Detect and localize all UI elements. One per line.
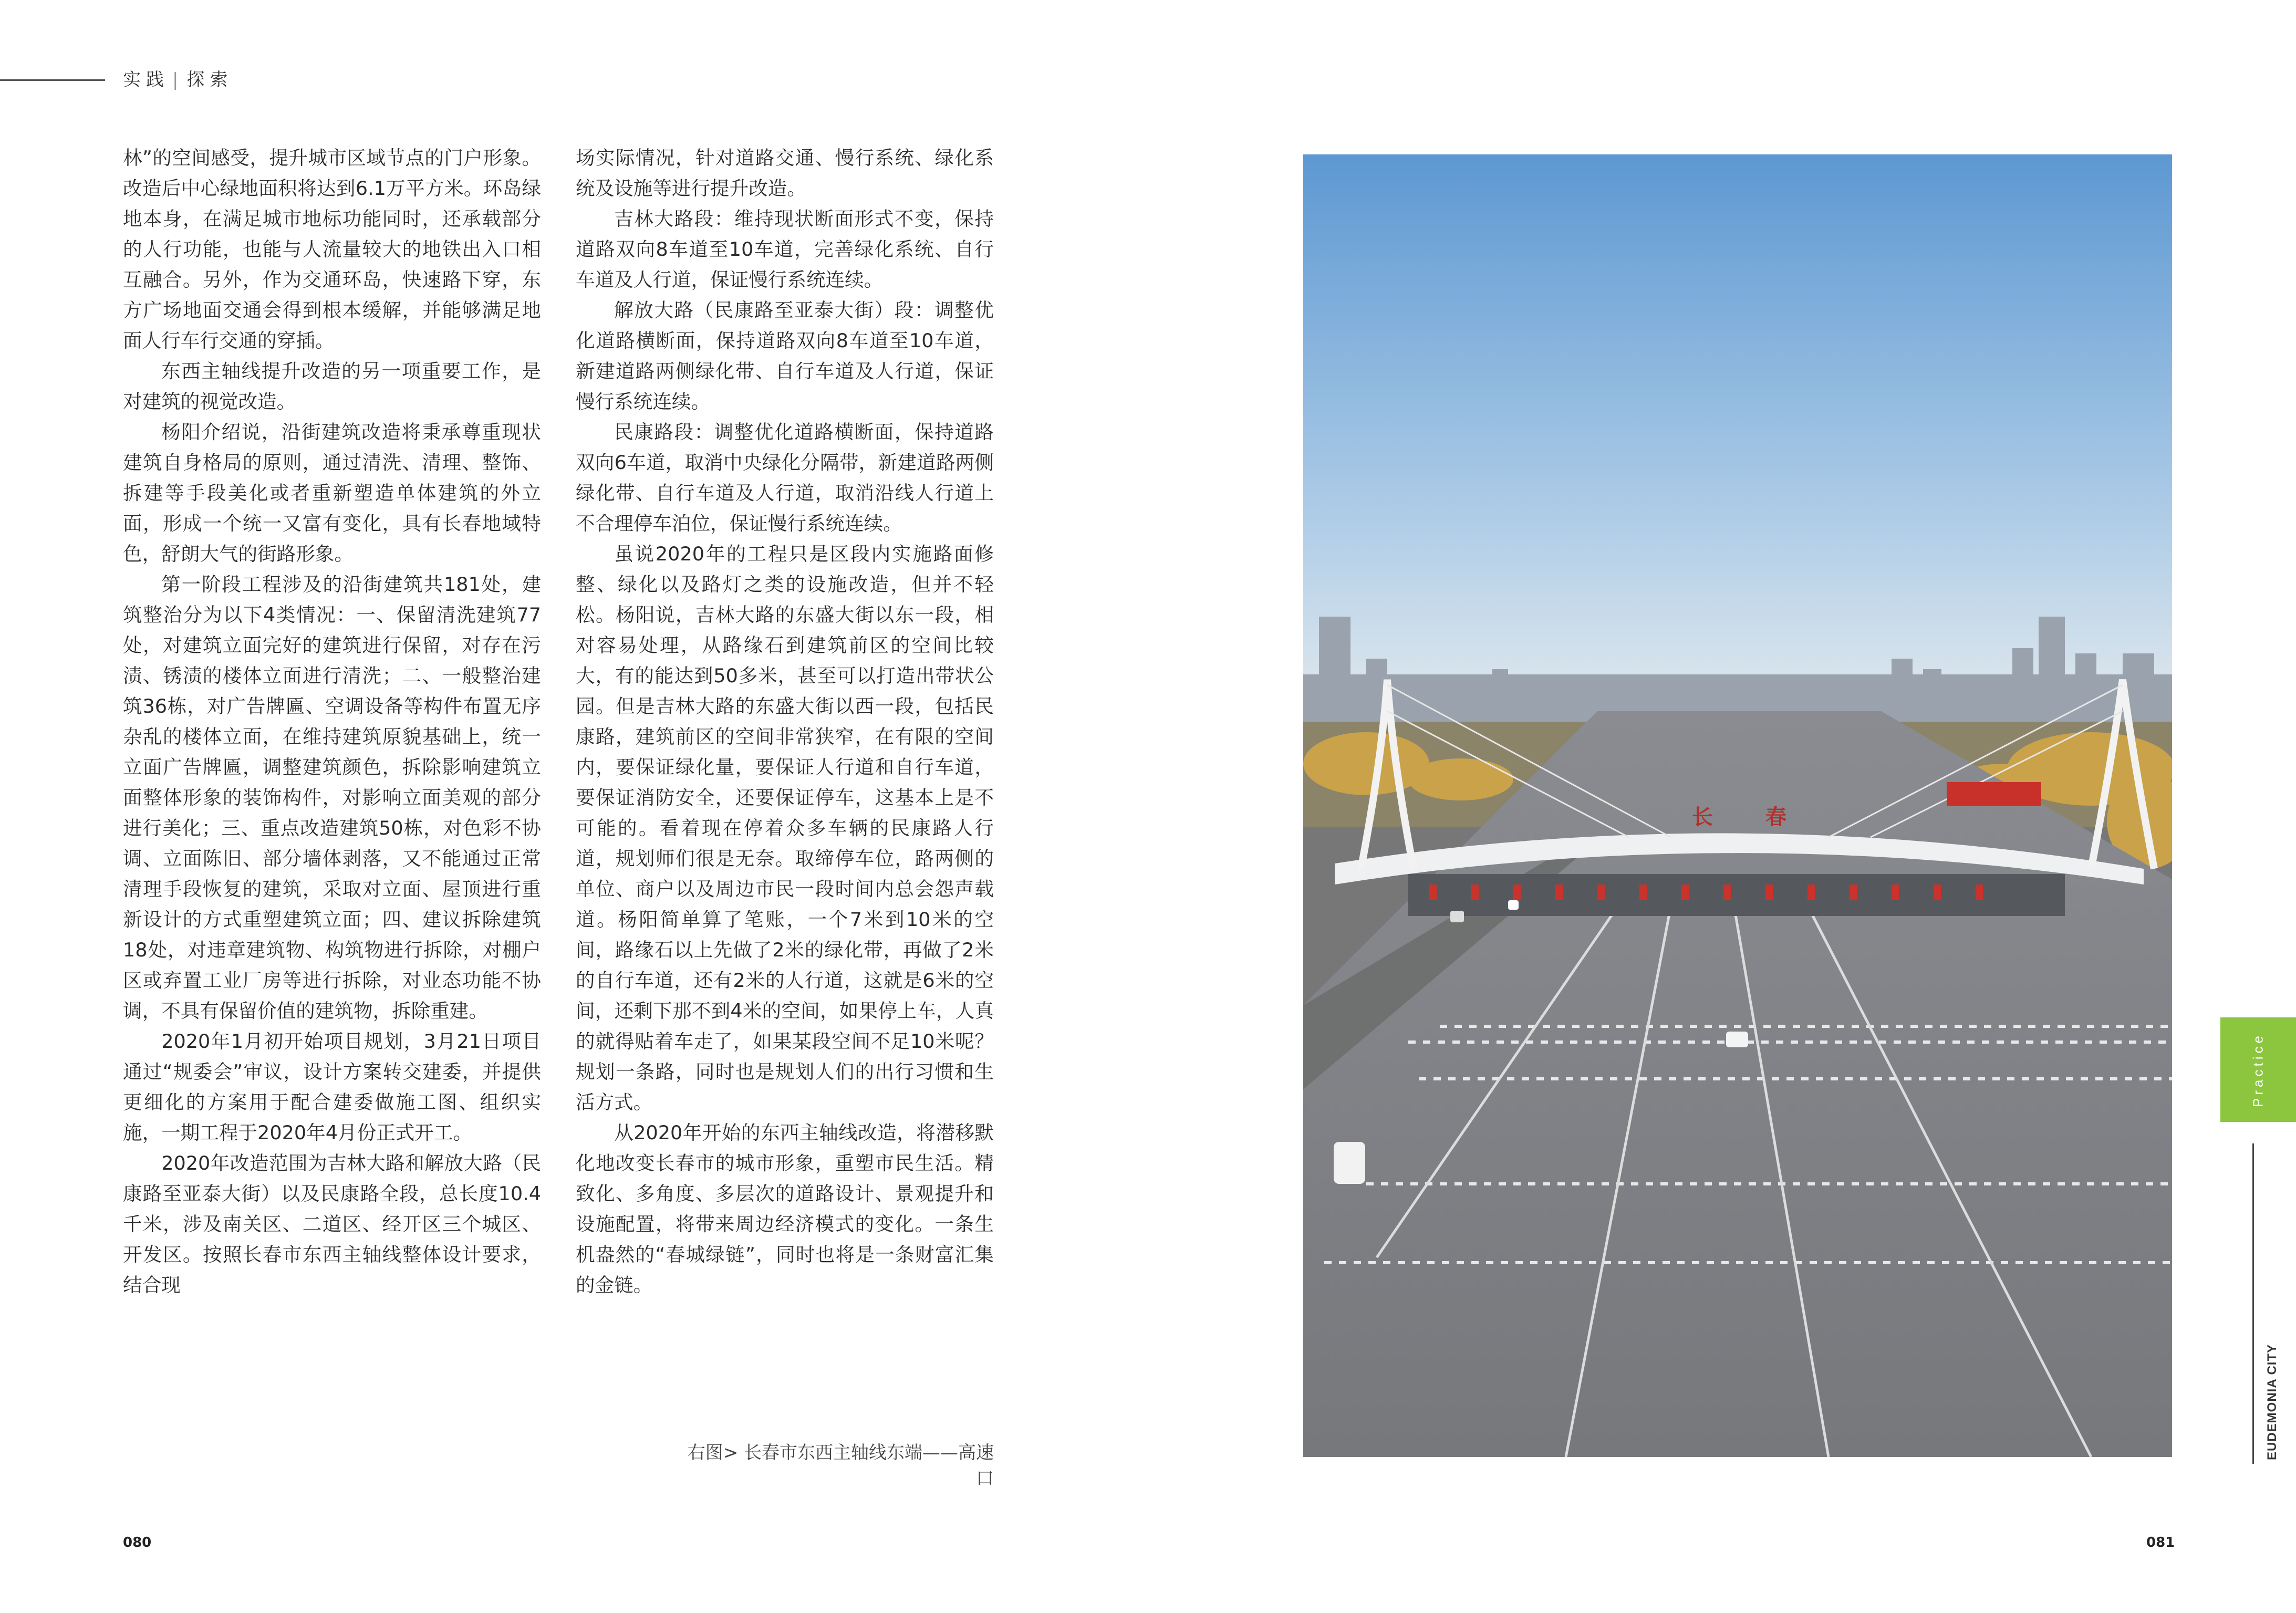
- paragraph: 虽说2020年的工程只是区段内实施路面修整、绿化以及路灯之类的设施改造，但并不轻松。杨阳说，吉林大路的东盛大街以东一段，相对容易处理，从路缘石到建筑前区的空间比较大，有的能达到50多米，甚至可以打造出带状公园。但是吉林大路的东盛大街以西一段，包括民康路，建筑前区的空间非常狭窄，在有限的空间内，要保证绿化量，要保证人行道和自行车道，要保证消防安全，还要保证停车，这基本上是不可能的。看着现在停着众多车辆的民康路人行道，规划师们很是无奈。取缔停车位，路两侧的单位、商户以及周边市民一段时间内总会怨声载道。杨阳简单算了笔账，一个7米到10米的空间，路缘石以上先做了2米的绿化带，再做了2米的自行车道，还有2米的人行道，这就是6米的空间，还剩下那不到4米的空间，如果停上车，人真的就得贴着车走了，如果某段空间不足10米呢？规划一条路，同时也是规划人们的出行习惯和生活方式。: [576, 543, 994, 1114]
- section-subcategory: 探索: [186, 69, 233, 90]
- paragraph: 林”的空间感受，提升城市区域节点的门户形象。改造后中心绿地面积将达到6.1万平方米。环岛绿地本身，在满足城市地标功能同时，还承载部分的人行功能，也能与人流量较大的地铁出入口相互融合。另外，作为交通环岛，快速路下穿，东方广场地面交通会得到根本缓解，并能够满足地面人行车行交通的穿插。: [123, 147, 541, 352]
- section-tab: [2220, 1017, 2296, 1122]
- section-category: 实践: [123, 69, 169, 90]
- section-separator: |: [172, 69, 184, 90]
- paragraph: 吉林大路段：维持现状断面形式不变，保持道路双向8车道至10车道，完善绿化系统、自行车道及人行道，保证慢行系统连续。: [576, 207, 994, 291]
- magazine-brand: EUDEMONIA CITY: [2265, 1344, 2279, 1460]
- toll-booths: [1408, 874, 2065, 916]
- article-column-1: [123, 143, 541, 1300]
- paragraph: 解放大路（民康路至亚泰大街）段：调整优化道路横断面，保持道路双向8车道至10车道，新建道路两侧绿化带、自行车道及人行道，保证慢行系统连续。: [576, 299, 994, 413]
- section-header: [123, 65, 233, 91]
- paragraph: 2020年改造范围为吉林大路和解放大路（民康路至亚泰大街）以及民康路全段，总长度10.4千米，涉及南关区、二道区、经开区三个城区、开发区。按照长春市东西主轴线整体设计要求，结合现: [123, 1152, 541, 1296]
- paragraph: 2020年1月初开始项目规划，3月21日项目通过“规委会”审议，设计方案转交建委，并提供更细化的方案用于配合建委做施工图、组织实施，一期工程于2020年4月份正式开工。: [123, 1030, 541, 1144]
- paragraph: 场实际情况，针对道路交通、慢行系统、绿化系统及设施等进行提升改造。: [576, 147, 994, 200]
- photo-illustration: [1303, 154, 2172, 1457]
- gate-sign-right: 春: [1765, 805, 1786, 829]
- page-number-left: 080: [123, 1535, 152, 1550]
- red-billboard: [1947, 782, 2041, 806]
- paragraph: 第一阶段工程涉及的沿街建筑共181处，建筑整治分为以下4类情况：一、保留清洗建筑77处，对建筑立面完好的建筑进行保留，对存在污渍、锈渍的楼体立面进行清洗；二、一般整治建筑36栋，对广告牌匾、空调设备等构件布置无序杂乱的楼体立面，在维持建筑原貌基础上，统一立面广告牌匾，调整建筑颜色，拆除影响建筑立面整体形象的装饰构件，对影响立面美观的部分进行美化；三、重点改造建筑50栋，对色彩不协调、立面陈旧、部分墙体剥落，又不能通过正常清理手段恢复的建筑，采取对立面、屋顶进行重新设计的方式重塑建筑立面；四、建议拆除建筑18处，对违章建筑物、构筑物进行拆除，对棚户区或弃置工业厂房等进行拆除，对业态功能不协调，不具有保留价值的建筑物，拆除重建。: [123, 573, 541, 1022]
- header-rule: [0, 79, 105, 81]
- photo-caption: 右图> 长春市东西主轴线东端——高速口: [687, 1442, 994, 1489]
- toll-gate-photo: [1303, 154, 2172, 1457]
- paragraph: 从2020年开始的东西主轴线改造，将潜移默化地改变长春市的城市形象，重塑市民生活。精致化、多角度、多层次的道路设计、景观提升和设施配置，将带来周边经济模式的变化。一条生机盎然的“春城绿链”，同时也将是一条财富汇集的金链。: [576, 1121, 994, 1296]
- page-number-right: 081: [2146, 1535, 2175, 1550]
- gate-sign-left: 长: [1692, 805, 1713, 829]
- paragraph: 杨阳介绍说，沿街建筑改造将秉承尊重现状建筑自身格局的原则，通过清洗、清理、整饰、拆建等手段美化或者重新塑造单体建筑的外立面，形成一个统一又富有变化，具有长春地域特色，舒朗大气的街路形象。: [123, 421, 541, 565]
- paragraph: 民康路段：调整优化道路横断面，保持道路双向6车道，取消中央绿化分隔带，新建道路两侧绿化带、自行车道及人行道，取消沿线人行道上不合理停车泊位，保证慢行系统连续。: [576, 421, 994, 535]
- paragraph: 东西主轴线提升改造的另一项重要工作，是对建筑的视觉改造。: [123, 360, 541, 413]
- section-tab-label: Practice: [2250, 1032, 2266, 1107]
- side-rule: [2252, 1143, 2254, 1464]
- article-column-2: [576, 143, 994, 1300]
